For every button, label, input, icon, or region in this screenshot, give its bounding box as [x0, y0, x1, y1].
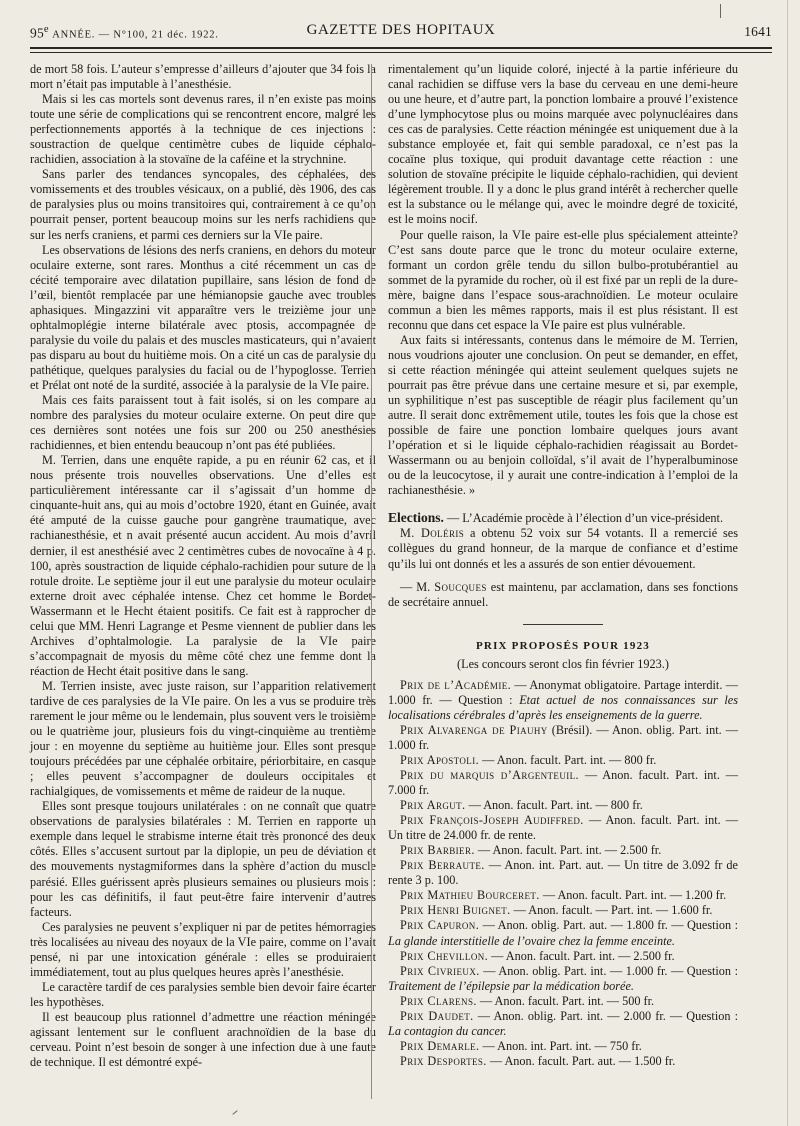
prize-name: Prix Mathieu Bourceret. [400, 888, 540, 903]
column-divider [371, 64, 372, 1099]
prize-details: — Anon. facult. Part. int. — 2.500 fr. [488, 948, 675, 963]
prize-question: La glande interstitielle de l’ovaire chez la femme enceinte. [388, 933, 675, 948]
prize-question: La contagion du cancer. [388, 1023, 507, 1038]
right-column [388, 62, 738, 1069]
prize-name: Prix Demarle. [400, 1038, 480, 1053]
prize-name: Prix Apostoli. [400, 752, 480, 767]
prize-details: — Anon. facult. Part. aut. — 1.500 fr. [486, 1053, 676, 1068]
soucques-text: est maintenu, par acclamation, dans ses fonctions de secrétaire annuel. [388, 579, 738, 609]
header-rule-thin [30, 52, 772, 53]
elections-heading: Elections. [388, 510, 444, 526]
soucques-paragraph [388, 580, 738, 610]
prize-entry [388, 964, 738, 994]
prize-entry [388, 949, 738, 964]
prize-name: Prix Henri Buignet. [400, 903, 511, 918]
issue-label: ANNÉE. — N°100, 21 déc. 1922. [49, 29, 219, 41]
prize-question: Etat actuel de nos connaissances sur les localisations cérébrales d’après les enseignements de la guerre. [388, 692, 738, 722]
prize-details: — Anon. facult. Part. int. — Un titre de 24.000 fr. de rente. [388, 813, 738, 843]
prize-name: Prix Civrieux. [400, 963, 480, 978]
print-mark [720, 4, 721, 18]
year-suffix: e [43, 24, 50, 35]
prize-name: Prix Capuron. [400, 918, 480, 933]
prize-entry [388, 1009, 738, 1039]
prize-name: Prix Barbier. [400, 843, 475, 858]
prize-entry [388, 858, 738, 888]
prize-details: — Anonymat obligatoire. Partage interdit. — 1.000 fr. — Question : [388, 677, 738, 707]
section-rule [523, 624, 603, 625]
right-paragraph: rimentalement qu’un liquide coloré, injecté à la partie inférieure du canal rachidien se diffuse vers la base du cerveau en une demi-heure ou une heure, et d’autre part, la ponction lombaire a prouvé l’existence d’une lymphocytose plus ou moins marquée avec polynucléaires dans ces cas de paralysies. Cette réaction méningée est uniquement due à la substance employée et, fait qui semble paradoxal, ce n’est pas la cocaïne plus toxique, qui produit davantage cette réaction : une solution de stovaïne précipite le liquide céphalo-rachidien, qui devient légèrement trouble. Il y a donc le plus grand intérêt à rechercher quelle est la substance ou le mélange qui, avec le moindre degré de toxicité, est le moins nocif. [388, 62, 738, 227]
page-header [30, 22, 772, 42]
prize-question: Traitement de l’épilepsie par la médication borée. [388, 978, 634, 993]
left-paragraph: Mais si les cas mortels sont devenus rares, il n’en existe pas moins toute une série de complications qui se rencontrent encore, malgré les perfectionnements apportés à la technique de ces injections : soustraction de quelque centimètre cubes de liquide céphalo-rachidien, association à la stovaïne de la caféine et la strychnine. [30, 92, 376, 167]
page-fold [787, 0, 788, 1126]
prize-entry [388, 918, 738, 948]
left-paragraph: Le caractère tardif de ces paralysies semble bien devoir faire écarter les hypothèses. [30, 979, 376, 1009]
prize-entry [388, 813, 738, 843]
prize-details: — Anon. facult. — Part. int. — 1.600 fr. [510, 903, 713, 918]
right-paragraph: Aux faits si intéressants, contenus dans le mémoire de M. Terrien, nous voudrions ajouter une conclusion. On peut se demander, en effet, si cette réaction méningée qui atteint seulement quelques sujets ne pourrait pas être prévue dans une certaine mesure et si, par exemple, un syphilitique n’est pas susceptible de réagir plus facilement qu’un autre. Il serait donc extrêmement utile, toutes les fois que la chose est possible de faire une ponction lombaire quelques jours avant l’opération et si le liquide céphalo-rachidien réagissait au Bordet-Wassermann ou au benjoin colloïdal, s’il avait de l’hyperalbuminose ou de la leucocytose, il y aurait une contre-indication à l’emploi de la rachianesthésie. » [388, 332, 738, 498]
left-paragraph: M. Terrien, dans une enquête rapide, a pu en réunir 62 cas, et il nous présente trois nouvelles observations. Une d’elles est particulièrement intéressante car il s’agissait d’un homme de cinquante-huit ans, qui au mois d’octobre 1920, étant en Guinée, avait été amputé de la cuisse gauche pour gangrène traumatique, avec rachianesthésie, et n avait présenté aucun accident. Au mois d’avril dernier, il est anesthésié avec 2 centimètres cubes de novocaïne à 4 p. 100, après soustraction de liquide céphalo-rachidien pour suture de la rotule droite. Le septième jour il eut une paralysie du moteur oculaire externe droit avec céphalée intense. Chez cet homme le Bordet-Wassermann et le Hecht étaient positifs. Ce fait est à rapprocher de celui que MM. Henri Lagrange et Pesme viennent de publier dans les Archives d’ophtalmologie. La paralysie de la VIe paire s’accompagnait de myosis du même côté chez une femme dont la réaction de Hecht était positive dans le sang. [30, 453, 376, 678]
prize-entry [388, 1039, 738, 1054]
print-mark [232, 1110, 237, 1115]
prize-list [388, 678, 738, 1069]
prize-name: Prix Berraute. [400, 858, 485, 873]
prize-name: Prix Clarens. [400, 993, 477, 1008]
prize-name: Prix Daudet. [400, 1008, 474, 1023]
prize-entry [388, 903, 738, 918]
prize-entry [388, 1054, 738, 1069]
doleris-paragraph [388, 526, 738, 571]
prize-entry [388, 768, 738, 798]
soucques-prefix: — M. [400, 579, 435, 594]
left-column [30, 62, 376, 1070]
prize-details: — Anon. facult. Part. int. — 500 fr. [476, 993, 655, 1008]
elections-paragraph [388, 510, 738, 526]
elections-text: — L’Académie procède à l’élection d’un vice-président. [443, 511, 724, 526]
doleris-name: M. Doléris [400, 526, 465, 541]
prize-details: — Anon. facult. Part. int. — 2.500 fr. [474, 843, 662, 858]
prize-name: Prix François-Joseph Audiffred. [400, 813, 584, 828]
soucques-name: Soucques [434, 579, 487, 594]
header-rule-thick [30, 47, 772, 49]
prize-entry [388, 753, 738, 768]
prize-details: — Anon. facult. Part. int. — 1.200 fr. [539, 888, 727, 903]
prize-details: — Anon. oblig. Part. int. — 2.000 fr. — Question : [473, 1008, 739, 1023]
prize-entry [388, 798, 738, 813]
right-paragraph: Pour quelle raison, la VIe paire est-elle plus spécialement atteinte? C’est sans doute parce que le tronc du moteur oculaire externe, formant un cordon grêle tendu du sillon bulbo-protubérantiel au sommet de la pyramide du rocher, où il est fixé par un repli de la dure-mère, baigne dans l’espace sous-arachnoïdien. Le moteur oculaire commun a bien les mêmes rapports, mais il est plus résistant. Il est reconnu que dans cet espace la VIe paire est plus vulnérable. [388, 227, 738, 332]
left-paragraph: Ces paralysies ne peuvent s’expliquer ni par de petites hémorragies très localisées au niveau des noyaux de la VIe paire, comme on l’avait pensé, ni par une intoxication générale : elles se produiraient immédiatement, tout au plus quelques heures après l’anesthésie. [30, 919, 376, 979]
left-paragraph: de mort 58 fois. L’auteur s’empresse d’ailleurs d’ajouter que 34 fois la mort n’était pas imputable à l’anesthésie. [30, 62, 376, 92]
prize-entry [388, 994, 738, 1009]
page-number: 1641 [744, 24, 772, 39]
prize-entry [388, 678, 738, 723]
year-number: 95 [30, 25, 44, 41]
prize-name: Prix Argut. [400, 798, 466, 813]
prize-entry [388, 888, 738, 903]
left-paragraph: Elles sont presque toujours unilatérales : on ne connaît que quatre observations de paralysies bilatérales : M. Terrien en rapporte un exemple dans lequel le strabisme interne était très prononcé des deux côtés. Elles s’accusent surtout par la diplopie, un peu de déviation et des mouvements nystagmiformes dans la sphère d’action du muscle parésié. Elles guérissent après plusieurs semaines ou plusieurs mois : pour les cas définitifs, il faut peut-être faire intervenir d’autres facteurs. [30, 799, 376, 919]
journal-title: GAZETTE DES HOPITAUX [306, 22, 496, 38]
prize-details: — Anon. facult. Part. int. — 800 fr. [465, 798, 643, 813]
doleris-text: a obtenu 52 voix sur 54 votants. Il a remercié ses collègues du grand honneur, de la marque de confiance et d’estime qu’ils lui ont donnés et les a assurés de son entier dévouement. [388, 526, 738, 571]
prize-details: — Anon. facult. Part. int. — 800 fr. [479, 752, 657, 767]
right-paragraphs [388, 62, 738, 498]
left-paragraph: M. Terrien insiste, avec juste raison, sur l’apparition relativement tardive de ces paralysies de la VIe paire. On les a vus se produire très rarement le jour même ou le lendemain, plus souvent vers le troisième ou le quatrième jour, plusieurs fois du vingt-cinquième au trentième jour : en moyenne du septième au huitième jour. Elles sont presque toujours précédées par une céphalée orbitaire, périorbitaire, en casque ; elles peuvent s’accompagner de douleurs occipitales et rachialgiques, de vomissements et même de raideur de la nuque. [30, 678, 376, 799]
prize-name: Prix Alvarenga de Piauhy [400, 722, 548, 737]
prize-name: Prix Desportes. [400, 1053, 487, 1068]
prize-name: Prix du marquis d’Argenteuil. [400, 768, 579, 783]
prize-name: Prix Chevillon. [400, 948, 489, 963]
prize-details: — Anon. oblig. Part. aut. — 1.800 fr. — Question : [479, 918, 738, 933]
prix-title: PRIX PROPOSÉS POUR 1923 [476, 639, 650, 652]
prize-details: — Anon. int. Part. int. — 750 fr. [479, 1038, 642, 1053]
prize-details: (Brésil). — Anon. oblig. Part. int. — 1.000 fr. [388, 722, 739, 752]
left-paragraph: Il est beaucoup plus rationnel d’admettre une réaction méningée agissant lentement sur le confluent arachnoïdien de la base du cerveau. Point n’est besoin de songer à une infection due à une faute de technique. Il est démontré expé- [30, 1009, 376, 1070]
prize-details: — Anon. facult. Part. int. — 7.000 fr. [388, 768, 738, 798]
left-paragraph: Mais ces faits paraissent tout à fait isolés, si on les compare au nombre des paralysies du moteur oculaire externe. On peut dire que ces dernières sont notées une fois sur 200 ou 250 anesthésies rachidiennes, et bien entendu beaucoup n’ont pas été publiées. [30, 393, 376, 453]
prix-subtitle: (Les concours seront clos fin février 1923.) [457, 656, 669, 671]
prize-name: Prix de l’Académie. [400, 677, 512, 692]
prize-details: — Anon. int. Part. aut. — Un titre de 3.092 fr de rente 3 p. 100. [388, 858, 738, 888]
left-paragraph: Sans parler des tendances syncopales, des céphalées, des vomissements et des troubles vésicaux, on a publié, dès 1906, des cas de paralysies plus ou moins transitoires qui, contrairement à ce qu’on pourrait penser, portent beaucoup moins sur les nerfs rachidiens que sur les nerfs craniens, et parmi ces derniers sur la VIe paire. [30, 167, 376, 242]
prize-entry [388, 843, 738, 858]
left-paragraph: Les observations de lésions des nerfs craniens, en dehors du moteur oculaire externe, sont rares. Monthus a cité récemment un cas de cécité temporaire avec dilatation pupillaire, sans lésion de fond de l’œil, bientôt remplacée par une hémianopsie gauche avec troubles aphasiques. Mingazzini vit apparaître vers le treizième jour une ophtalmoplégie interne bilatérale avec ptosis, accompagnée de paralysie du voile du palais et des muscles masticateurs, qui n’avaient pas disparu au bout du huitième mois. On a cité un cas de paralysie du pathétique, quelques paralysies du facial ou de l’hypoglosse. Terrien et Prélat ont noté de la surdité, associée à la paralysie de la VIe paire. [30, 242, 376, 392]
prize-entry [388, 723, 738, 753]
prize-details: — Anon. oblig. Part. int. — 1.000 fr. — Question : [479, 963, 738, 978]
